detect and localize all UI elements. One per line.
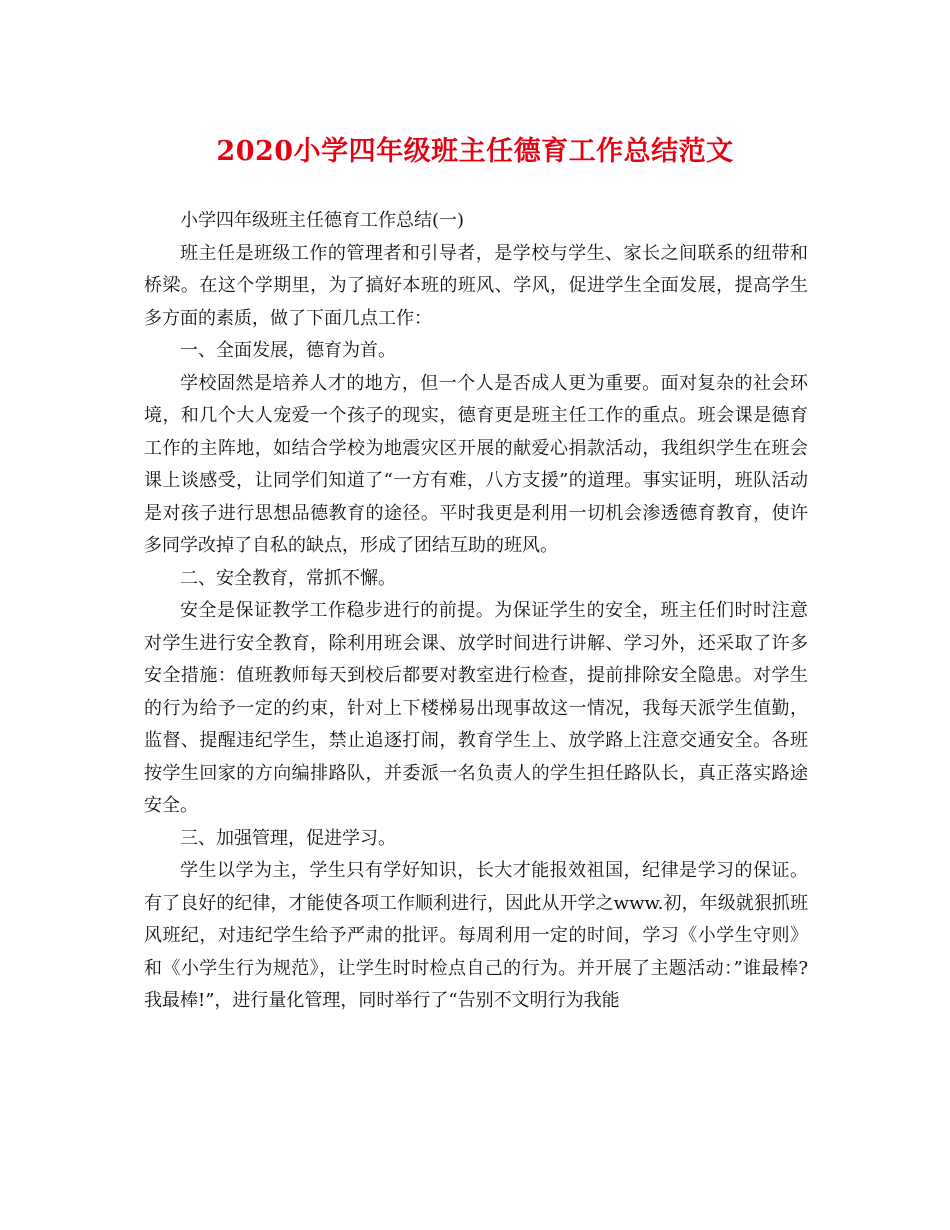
section-heading: 二、安全教育，常抓不懈。 <box>180 567 396 589</box>
section-heading: 三、加强管理，促进学习。 <box>180 827 396 849</box>
paragraph: 班主任是班级工作的管理者和引导者，是学校与学生、家长之间联系的纽带和桥梁。在这个学期里，为了搞好本班的班风、学风，促进学生全面发展，提高学生多方面的素质，做了下面几点工作： <box>144 242 808 329</box>
paragraph: 学生以学为主，学生只有学好知识，长大才能报效祖国，纪律是学习的保证。有了良好的纪律，才能使各项工作顺利进行，因此从开学之www.初，年级就狠抓班风班纪，对违纪学生给予严肃的批评。每周利用一定的时间，学习《小学生守则》和《小学生行为规范》，让学生时时检点自己的行为。并开展了主题活动：”谁最棒?我最棒!”，进行量化管理，同时举行了“告别不文明行为我能 <box>144 860 808 1011</box>
document-title: 2020小学四年级班主任德育工作总结范文 <box>216 136 734 167</box>
section-heading: 一、全面发展，德育为首。 <box>180 340 396 361</box>
section-heading: 小学四年级班主任德育工作总结(一) <box>180 210 465 231</box>
paragraph: 安全是保证教学工作稳步进行的前提。为保证学生的安全，班主任们时时注意对学生进行安全教育，除利用班会课、放学时间进行讲解、学习外，还采取了许多安全措施：值班教师每天到校后都要对教室进行检查，提前排除安全隐患。对学生的行为给予一定的约束，针对上下楼梯易出现事故这一情况，我每天派学生值勤，监督、提醒违纪学生，禁止追逐打闹，教育学生上、放学路上注意交通安全。各班按学生回家的方向编排路队，并委派一名负责人的学生担任路队长，真正落实路途安全。 <box>144 600 808 816</box>
document-body <box>144 205 808 1018</box>
paragraph: 学校固然是培养人才的地方，但一个人是否成人更为重要。面对复杂的社会环境，和几个大人宠爱一个孩子的现实，德育更是班主任工作的重点。班会课是德育工作的主阵地，如结合学校为地震灾区开展的献爱心捐款活动，我组织学生在班会课上谈感受，让同学们知道了“一方有难，八方支援”的道理。事实证明，班队活动是对孩子进行思想品德教育的途径。平时我更是利用一切机会渗透德育教育，使许多同学改掉了自私的缺点，形成了团结互助的班风。 <box>144 372 808 556</box>
